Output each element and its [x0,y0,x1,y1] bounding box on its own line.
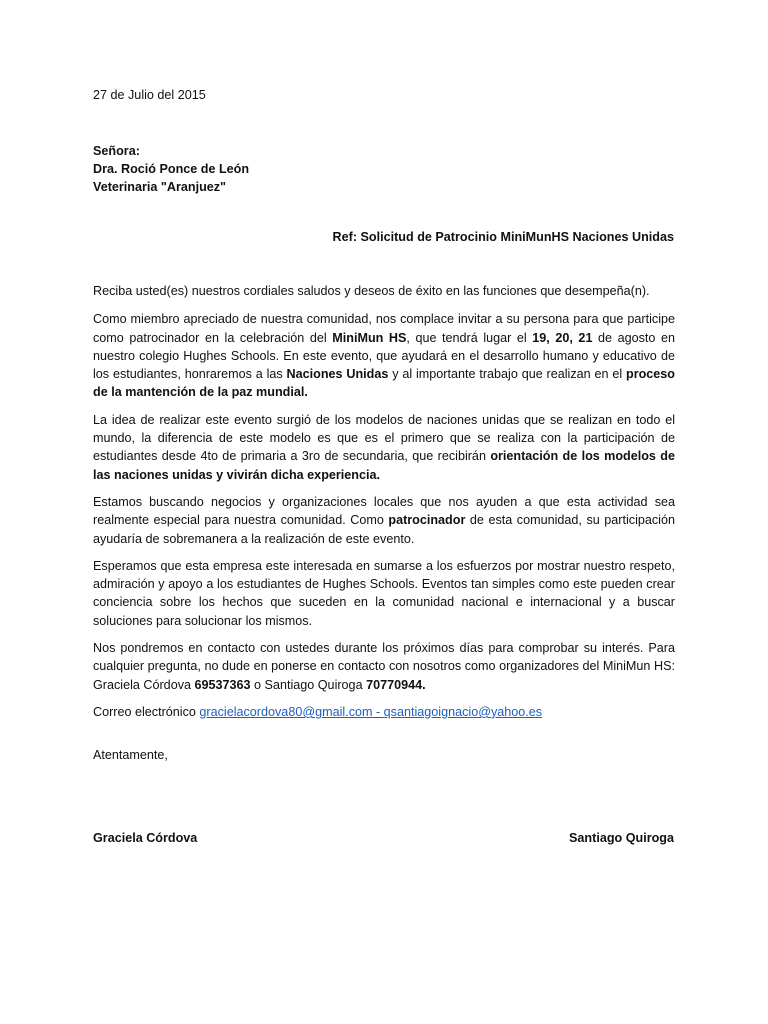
reference-line: Ref: Solicitud de Patrocinio MiniMunHS Naciones Unidas [332,230,674,244]
signature-right: Santiago Quiroga [569,831,674,845]
paragraph-contact: Nos pondremos en contacto con ustedes durante los próximos días para comprobar su interés. Para cualquier pregunta, no dude en ponerse en contacto con nosotros como organizadores del MiniMun HS: Graciela Córdova 69537363 o Santiago Quiroga 70770944. [93,641,675,692]
closing-text: Atentamente, [93,748,168,762]
paragraph-invitation: Como miembro apreciado de nuestra comunidad, nos complace invitar a su persona para que participe como patrocinador en la celebración del MiniMun HS, que tendrá lugar el 19, 20, 21 de agosto en nuestro colegio Hughes Schools. En este evento, que ayudará en el desarrollo humano y educativo de los estudiantes, honraremos a las Naciones Unidas y al importante trabajo que realizan en el proceso de la mantención de la paz mundial. [93,312,675,400]
paragraph-greeting: Reciba usted(es) nuestros cordiales saludos y deseos de éxito en las funciones que desempeña(n). [93,284,650,298]
paragraph-hope: Esperamos que esta empresa este interesada en sumarse a los esfuerzos por mostrar nuestro respeto, admiración y apoyo a los estudiantes de Hughes Schools. Eventos tan simples como este pueden crear conciencia sobre los hechos que suceden en la comunidad nacional e internacional y a buscar soluciones para solucionar los mismos. [93,558,675,628]
recipient-name: Dra. Roció Ponce de León [93,162,250,176]
signature-left: Graciela Córdova [93,831,198,845]
email-label: Correo electrónico [93,704,200,719]
recipient-company: Veterinaria "Aranjuez" [93,180,227,194]
letter-body [93,282,675,730]
recipient-block [93,142,249,196]
recipient-salutation: Señora: [93,144,140,158]
paragraph-idea: La idea de realizar este evento surgió de los modelos de naciones unidas que se realizan en todo el mundo, la diferencia de este modelo es que es el primero que se realiza con la participación de estudiantes desde 4to de primaria a 3ro de secundaria, que recibirán orientación de los modelos de las naciones unidas y vivirán dicha experiencia. [93,412,675,482]
paragraph-sponsorship: Estamos buscando negocios y organizaciones locales que nos ayuden a que esta actividad sea realmente especial para nuestra comunidad. Como patrocinador de esta comunidad, su participación ayudaría de sobremanera a la realización de este evento. [93,494,675,546]
email-line [93,703,675,721]
email-link[interactable]: gracielacordova80@gmail.com - qsantiagoignacio@yahoo.es [199,704,543,719]
letter-date: 27 de Julio del 2015 [93,88,206,102]
